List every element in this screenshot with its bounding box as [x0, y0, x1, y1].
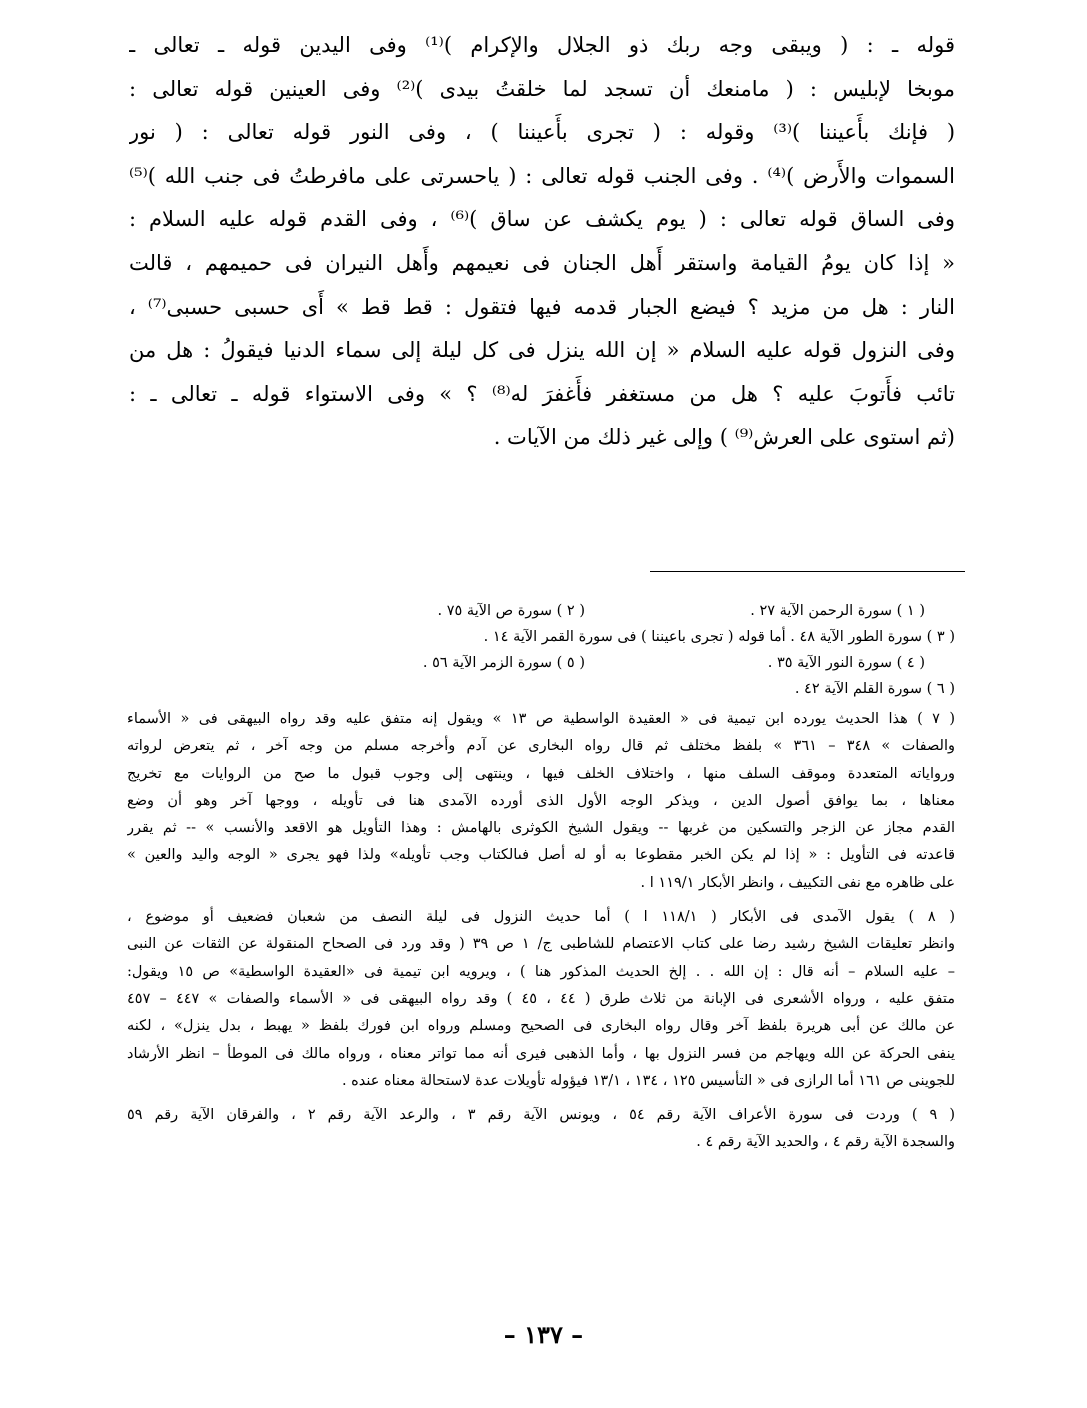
footnote-8 [127, 904, 955, 1095]
footnote-5: ( ٥ ) سورة الزمر الآية ٥٦ . [422, 655, 585, 671]
footnote-2: ( ٢ ) سورة ص الآية ٧٥ . [437, 603, 585, 619]
footnote-separator [650, 571, 965, 572]
footnote-4: ( ٤ ) سورة النور الآية ٣٥ . [767, 655, 925, 671]
footnote-line: ورواياته المتعددة وموقف السلف منها ، واختلاف الخلف فيها ، وينتهى إلى وجوب قبول ما صح من الروايات مع تخريج [127, 765, 955, 782]
main-text-line: النار : هل من مزيد ؟ فيضع الجبار قدمه فيها فتقول : قط قط » أَى حسبى حسبى⁽⁷⁾ ، [129, 294, 955, 319]
footnotes [127, 598, 955, 1157]
main-text-line: (ثم استوى على العرش⁽⁹⁾ ) وإلى غير ذلك من الآيات . [493, 425, 955, 450]
footnote-line: على ظاهره مع نفى التكييف ، وانظر الأبكار ١١٩/١ ا . [640, 874, 955, 891]
footnote-3: ( ٣ ) سورة الطور الآية ٤٨ . أما قوله ( تجرى باعيننا ) فى سورة القمر الآية ١٤ . [483, 629, 955, 645]
footnote-line: متفق عليه ، ورواه الأشعرى فى الإبانة من ثلاث طرق ( ٤٤ ، ٤٥ ) وقد رواه البيهقى فى « الأسماء والصفات » ٤٤٧ – ٤٥٧ [127, 990, 955, 1007]
footnote-7 [127, 706, 955, 897]
footnote-row [127, 598, 955, 624]
main-text-line: « إذا كان يومُ القيامة واستقر أَهل الجنان فى نعيمهم وأَهل النيران فى حميمهم ، قالت [129, 250, 955, 275]
footnote-line: قاعدته فى التأويل : « إذا لم يكن الخبر مقطوعا به أو له أصل فىالكتاب وجب تأويله» ولذا فهو يجرى « الوجه واليد والعين » [127, 847, 955, 864]
footnote-9 [127, 1102, 955, 1157]
footnote-line: – عليه السلام – أنه قال : إن الله . . إلخ الحديث المذكور هنا ) ، ويرويه ابن تيمية فى «العقيدة الواسطية» ص ١٥ ويقول: [127, 963, 955, 980]
main-text-line: موبخا لإبليس : ( مامنعك أن تسجد لما خلقتُ بيدى )⁽²⁾ وفى العينين قوله تعالى : [129, 76, 955, 101]
main-text-line: تائب فأَتوبَ عليه ؟ هل من مستغفر فأَغفرَ له⁽⁸⁾ ؟ » وفى الاستواء قوله ـ تعالى ـ : [129, 381, 955, 406]
footnote-line: ( ٨ ) يقول الآمدى فى الأبكار ( ١١٨/١ ا ) أما حديث النزول فى ليلة النصف من شعبان فضعيف أو موضوع ، [127, 909, 955, 926]
footnote-line: ( ٩ ) وردت فى سورة الأعراف الآية رقم ٥٤ ، ويونس الآية رقم ٣ ، والرعد الآية رقم ٢ ، والفرقان الآية رقم ٥٩ [127, 1107, 955, 1124]
main-text-line: وفى النزول قوله عليه السلام « إن الله ينزل فى كل ليلة إلى سماء الدنيا فيقولُ : هل من [129, 338, 955, 363]
main-text-line: قوله ـ : ( ويبقى وجه ربك ذو الجلال والإكرام )⁽¹⁾ وفى اليدين قوله ـ تعالى ـ [129, 33, 955, 57]
footnote-line: للجوينى ص ١٦١ أما الرازى فى « التأسيس ١٢٥ ، ١٣٤ ، ١٣/١ فيؤوله تأويلات عدة لاستحالة معناه عنده . [341, 1072, 955, 1089]
main-text-line: السموات والأَرض )⁽⁴⁾ . وفى الجنب قوله تعالى : ( ياحسرتى على مافرطتُ فى جنب الله )⁽⁵⁾ [129, 163, 955, 188]
footnote-6: ( ٦ ) سورة القلم الآية ٤٢ . [794, 681, 955, 697]
footnote-line: وانظر تعليقات الشيخ رشيد رضا على كتاب الاعتصام للشاطبى ج/ ١ ص ٣٩ ( وقد ورد فى الصحاح المنقولة عن الثقات عن النبى [127, 936, 955, 953]
footnote-line: معناها ، بما يوافق أصول الدين ، ويذكر الوجه الأول الذى أورده الآمدى هنا فى تأويله ، ووجها آخر وهو أن وضع [127, 792, 955, 809]
footnote-line: والسجدة الآية رقم ٤ ، والحديد الآية رقم ٤ . [696, 1134, 955, 1151]
main-text [129, 24, 955, 460]
page-number: – ١٣٧ – [503, 1320, 584, 1349]
footnote-line: ( ٧ ) هذا الحديث يورده ابن تيمية فى « العقيدة الواسطية ص ١٣ » ويقول إنه متفق عليه وقد رواه البيهقى فى « الأسماء [127, 711, 955, 727]
main-text-line: وفى الساق قوله تعالى : ( يوم يكشف عن ساق )⁽⁶⁾ ، وفى القدم قوله عليه السلام : [129, 207, 955, 232]
main-text-line: ( فإنك بأَعيننا )⁽³⁾ وقوله : ( تجرى بأَعيننا ) ، وفى النور قوله تعالى : ( نور [129, 120, 955, 145]
footnote-line: والصفات » ٣٤٨ – ٣٦١ » بلفظ مختلف ثم قال رواه البخارى عن آدم وأخرجه مسلم من وجه آخر ، ثم يتعرض لرواته [127, 738, 955, 755]
footnote-line: عن مالك عن أبى هريرة بلفظ آخر وقال رواه البخارى فى الصحيح ومسلم ورواه ابن فورك بلفظ « يهبط ، بدل ينزل» ، لكنه [127, 1018, 955, 1035]
footnote-line: ينفى الحركة عن الله ويهاجم من فسر النزول بها ، وأما الذهبى فيرى أنه مما تواتر معناه ، ورواه مالك فى الموطأ – انظر الأرشاد [127, 1045, 955, 1062]
footnote-row [127, 650, 955, 676]
footnote-1: ( ١ ) سورة الرحمن الآية ٢٧ . [750, 603, 925, 619]
footnote-line: القدم مجاز عن الزجر والتسكين من غربها -- ويقول الشيخ الكوثرى بالهامش : وهذا التأويل هو الاقعد والأنسب » -- ثم يقرر [127, 820, 955, 837]
